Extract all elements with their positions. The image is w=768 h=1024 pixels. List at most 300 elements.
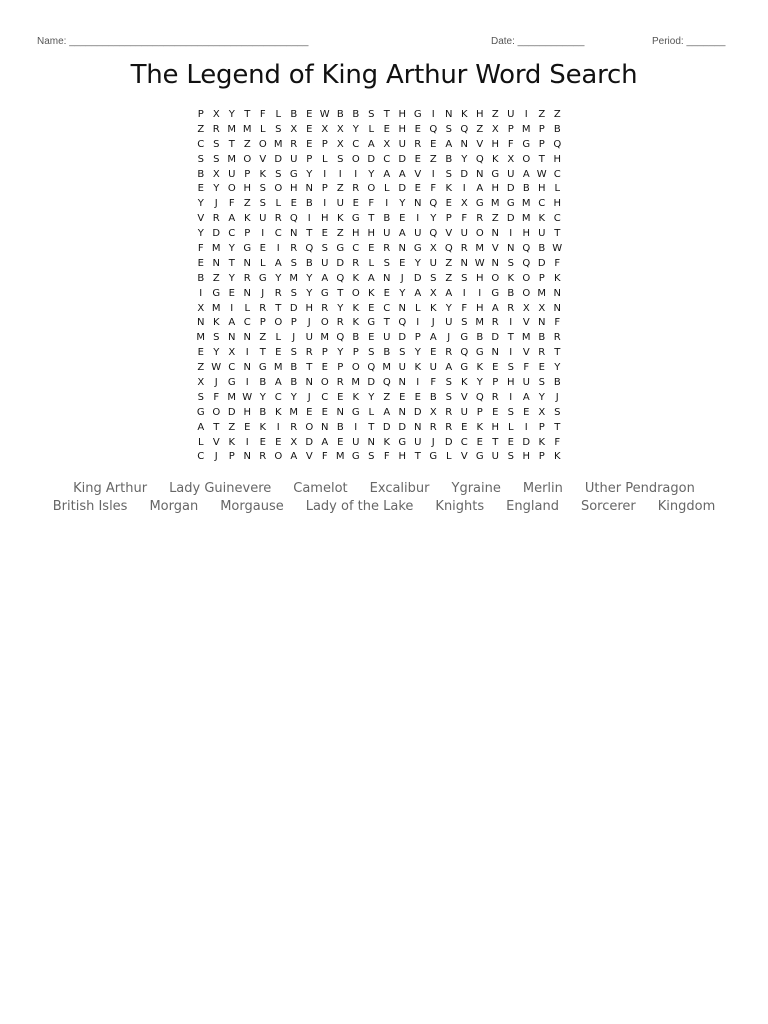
word-list-item: Uther Pendragon bbox=[584, 481, 695, 496]
grid-letter: Q bbox=[336, 332, 345, 344]
grid-letter: J bbox=[431, 436, 435, 448]
grid-letter: O bbox=[320, 317, 329, 329]
grid-letter: G bbox=[398, 436, 407, 448]
grid-letter: L bbox=[275, 198, 282, 210]
grid-letter: S bbox=[507, 257, 514, 269]
grid-letter: L bbox=[414, 302, 421, 314]
word-list-item: Knights bbox=[435, 499, 485, 514]
grid-letter: E bbox=[244, 421, 251, 433]
grid-letter: E bbox=[383, 287, 390, 299]
grid-letter: L bbox=[259, 257, 266, 269]
grid-letter: G bbox=[243, 243, 252, 255]
grid-letter: L bbox=[383, 183, 390, 195]
grid-letter: L bbox=[197, 436, 204, 448]
grid-letter: R bbox=[290, 138, 298, 150]
grid-row bbox=[193, 227, 565, 242]
grid-letter: M bbox=[211, 302, 221, 314]
grid-letter: U bbox=[398, 138, 406, 150]
grid-letter: D bbox=[413, 272, 422, 284]
grid-letter: N bbox=[460, 138, 468, 150]
grid-letter: N bbox=[305, 183, 313, 195]
grid-letter: B bbox=[553, 377, 561, 389]
grid-letter: V bbox=[212, 436, 220, 448]
grid-letter: E bbox=[523, 406, 530, 418]
grid-letter: U bbox=[522, 377, 530, 389]
grid-letter: E bbox=[197, 183, 204, 195]
grid-letter: N bbox=[383, 272, 391, 284]
grid-letter: Y bbox=[352, 123, 359, 135]
grid-letter: U bbox=[321, 257, 329, 269]
grid-letter: Z bbox=[197, 362, 205, 374]
grid-letter: E bbox=[476, 436, 483, 448]
grid-letter: S bbox=[445, 377, 452, 389]
grid-letter: K bbox=[274, 406, 282, 418]
grid-letter: H bbox=[491, 421, 500, 433]
grid-letter: D bbox=[398, 153, 407, 165]
grid-letter: S bbox=[259, 183, 266, 195]
grid-letter: A bbox=[274, 377, 282, 389]
grid-letter: X bbox=[321, 123, 329, 135]
grid-letter: A bbox=[445, 287, 453, 299]
grid-letter: S bbox=[430, 272, 437, 284]
grid-letter: T bbox=[368, 421, 375, 433]
grid-letter: L bbox=[259, 123, 266, 135]
grid-letter: S bbox=[368, 451, 375, 463]
grid-letter: M bbox=[289, 406, 299, 418]
grid-letter: R bbox=[429, 421, 437, 433]
grid-letter: P bbox=[507, 123, 514, 135]
grid-letter: I bbox=[199, 287, 203, 299]
grid-letter: U bbox=[491, 451, 499, 463]
grid-letter: N bbox=[212, 257, 220, 269]
grid-letter: S bbox=[554, 406, 561, 418]
grid-letter: S bbox=[213, 153, 220, 165]
grid-letter: F bbox=[368, 198, 375, 210]
grid-letter: E bbox=[383, 123, 390, 135]
word-list-item: Sorcerer bbox=[580, 499, 636, 514]
grid-letter: I bbox=[323, 168, 327, 180]
grid-letter: M bbox=[475, 243, 485, 255]
grid-letter: J bbox=[307, 391, 311, 403]
grid-letter: X bbox=[507, 153, 515, 165]
grid-letter: C bbox=[274, 391, 282, 403]
grid-letter: Z bbox=[553, 109, 561, 120]
grid-letter: H bbox=[243, 183, 252, 195]
grid-letter: N bbox=[507, 243, 515, 255]
grid-letter: K bbox=[491, 153, 499, 165]
grid-letter: D bbox=[305, 436, 314, 448]
grid-letter: Y bbox=[306, 287, 313, 299]
grid-letter: P bbox=[321, 138, 328, 150]
word-list-item: Excalibur bbox=[369, 481, 430, 496]
grid-letter: D bbox=[398, 332, 407, 344]
grid-letter: R bbox=[476, 213, 484, 225]
grid-letter: O bbox=[351, 287, 360, 299]
grid-letter: P bbox=[244, 228, 251, 240]
grid-letter: M bbox=[242, 123, 252, 135]
grid-letter: I bbox=[307, 213, 311, 225]
grid-letter: M bbox=[273, 138, 283, 150]
grid-letter: G bbox=[258, 272, 267, 284]
grid-letter: K bbox=[259, 421, 267, 433]
grid-letter: Z bbox=[243, 198, 251, 210]
grid-letter: J bbox=[261, 287, 265, 299]
grid-letter: R bbox=[491, 317, 499, 329]
grid-letter: D bbox=[537, 257, 546, 269]
grid-letter: N bbox=[197, 317, 205, 329]
grid-letter: S bbox=[507, 406, 514, 418]
word-list-item: Morgan bbox=[149, 499, 199, 514]
grid-letter: X bbox=[460, 198, 468, 210]
grid-letter: K bbox=[352, 272, 360, 284]
grid-letter: R bbox=[445, 347, 453, 359]
grid-letter: E bbox=[306, 109, 313, 120]
grid-letter: Q bbox=[475, 153, 484, 165]
grid-letter: E bbox=[290, 198, 297, 210]
grid-letter: Z bbox=[383, 391, 391, 403]
grid-letter: K bbox=[476, 421, 484, 433]
grid-letter: M bbox=[521, 332, 531, 344]
grid-letter: N bbox=[398, 243, 406, 255]
grid-letter: E bbox=[368, 302, 375, 314]
grid-letter: M bbox=[227, 153, 237, 165]
grid-letter: A bbox=[522, 168, 530, 180]
grid-letter: V bbox=[460, 451, 468, 463]
grid-letter: P bbox=[321, 183, 328, 195]
grid-letter: U bbox=[538, 228, 546, 240]
grid-letter: I bbox=[509, 347, 513, 359]
grid-letter: X bbox=[212, 109, 220, 120]
grid-letter: R bbox=[274, 287, 282, 299]
grid-letter: E bbox=[414, 123, 421, 135]
grid-letter: K bbox=[460, 109, 468, 120]
grid-letter: Y bbox=[275, 272, 282, 284]
grid-letter: N bbox=[398, 377, 406, 389]
grid-letter: S bbox=[507, 362, 514, 374]
grid-letter: X bbox=[429, 243, 437, 255]
grid-letter: Y bbox=[399, 198, 406, 210]
grid-letter: M bbox=[490, 198, 500, 210]
grid-letter: E bbox=[368, 243, 375, 255]
period-field-label: Period: _______ bbox=[652, 36, 726, 47]
grid-letter: O bbox=[274, 451, 283, 463]
grid-letter: S bbox=[461, 272, 468, 284]
grid-row bbox=[193, 331, 565, 346]
grid-letter: G bbox=[258, 362, 267, 374]
grid-letter: Y bbox=[538, 391, 545, 403]
grid-letter: T bbox=[228, 138, 235, 150]
grid-letter: E bbox=[228, 287, 235, 299]
grid-letter: R bbox=[259, 451, 267, 463]
grid-letter: I bbox=[385, 198, 389, 210]
grid-letter: K bbox=[476, 362, 484, 374]
grid-letter: H bbox=[289, 183, 298, 195]
grid-letter: X bbox=[491, 123, 499, 135]
grid-letter: Y bbox=[213, 347, 220, 359]
grid-letter: P bbox=[259, 317, 266, 329]
grid-row bbox=[193, 212, 565, 227]
grid-letter: C bbox=[274, 228, 282, 240]
grid-letter: H bbox=[522, 451, 531, 463]
grid-letter: T bbox=[554, 228, 561, 240]
grid-letter: Z bbox=[336, 228, 344, 240]
grid-letter: A bbox=[398, 168, 406, 180]
grid-letter: I bbox=[524, 109, 528, 120]
grid-letter: M bbox=[211, 243, 221, 255]
grid-letter: Z bbox=[476, 123, 484, 135]
word-list-line bbox=[0, 480, 768, 498]
grid-letter: K bbox=[445, 183, 453, 195]
grid-letter: G bbox=[429, 451, 438, 463]
grid-letter: M bbox=[351, 377, 361, 389]
grid-letter: T bbox=[306, 362, 313, 374]
grid-letter: O bbox=[274, 317, 283, 329]
grid-letter: E bbox=[306, 138, 313, 150]
grid-letter: F bbox=[554, 436, 561, 448]
grid-letter: V bbox=[522, 317, 530, 329]
grid-letter: C bbox=[553, 168, 561, 180]
grid-letter: B bbox=[259, 406, 267, 418]
grid-letter: L bbox=[368, 123, 375, 135]
grid-letter: R bbox=[336, 317, 344, 329]
grid-letter: F bbox=[228, 198, 235, 210]
grid-letter: F bbox=[461, 302, 468, 314]
grid-letter: S bbox=[399, 347, 406, 359]
grid-letter: T bbox=[306, 228, 313, 240]
grid-letter: P bbox=[244, 168, 251, 180]
grid-letter: Q bbox=[444, 243, 453, 255]
grid-letter: Y bbox=[337, 347, 344, 359]
grid-letter: S bbox=[197, 153, 204, 165]
grid-letter: Y bbox=[414, 257, 421, 269]
grid-letter: P bbox=[538, 272, 545, 284]
grid-letter: R bbox=[507, 302, 515, 314]
grid-letter: H bbox=[475, 109, 484, 120]
grid-letter: Q bbox=[429, 198, 438, 210]
grid-letter: H bbox=[320, 213, 329, 225]
grid-row bbox=[193, 153, 565, 168]
grid-letter: A bbox=[197, 421, 205, 433]
grid-row bbox=[193, 391, 565, 406]
grid-letter: K bbox=[212, 317, 220, 329]
grid-letter: F bbox=[321, 451, 328, 463]
grid-row bbox=[193, 316, 565, 331]
grid-letter: Y bbox=[414, 347, 421, 359]
grid-letter: T bbox=[414, 451, 421, 463]
grid-letter: Q bbox=[460, 347, 469, 359]
grid-letter: K bbox=[336, 213, 344, 225]
grid-letter: C bbox=[228, 228, 236, 240]
grid-letter: I bbox=[509, 228, 513, 240]
grid-letter: G bbox=[506, 198, 515, 210]
grid-letter: W bbox=[552, 243, 563, 255]
grid-letter: Y bbox=[259, 391, 266, 403]
grid-letter: B bbox=[290, 377, 298, 389]
grid-letter: K bbox=[383, 436, 391, 448]
grid-letter: O bbox=[522, 153, 531, 165]
grid-letter: P bbox=[445, 213, 452, 225]
grid-letter: H bbox=[553, 153, 562, 165]
grid-letter: Y bbox=[228, 272, 235, 284]
grid-letter: U bbox=[460, 406, 468, 418]
grid-letter: Y bbox=[228, 109, 235, 120]
grid-letter: Y bbox=[554, 362, 561, 374]
grid-letter: A bbox=[367, 138, 375, 150]
grid-letter: E bbox=[414, 183, 421, 195]
grid-letter: I bbox=[462, 287, 466, 299]
page-title: The Legend of King Arthur Word Search bbox=[130, 60, 638, 90]
grid-letter: K bbox=[553, 272, 561, 284]
grid-letter: U bbox=[352, 436, 360, 448]
grid-letter: M bbox=[227, 391, 237, 403]
grid-letter: Q bbox=[522, 243, 531, 255]
grid-letter: Q bbox=[289, 213, 298, 225]
grid-letter: Q bbox=[475, 391, 484, 403]
grid-letter: G bbox=[460, 332, 469, 344]
grid-letter: S bbox=[197, 391, 204, 403]
grid-letter: P bbox=[321, 347, 328, 359]
grid-letter: B bbox=[522, 183, 530, 195]
grid-letter: J bbox=[307, 317, 311, 329]
grid-letter: G bbox=[413, 243, 422, 255]
grid-letter: V bbox=[305, 451, 313, 463]
grid-letter: O bbox=[258, 138, 267, 150]
grid-letter: D bbox=[398, 183, 407, 195]
grid-letter: T bbox=[259, 347, 266, 359]
grid-letter: T bbox=[383, 109, 390, 120]
grid-letter: E bbox=[197, 347, 204, 359]
grid-letter: U bbox=[398, 362, 406, 374]
grid-letter: A bbox=[491, 302, 499, 314]
grid-row bbox=[193, 257, 565, 272]
grid-letter: G bbox=[212, 287, 221, 299]
grid-letter: T bbox=[213, 421, 220, 433]
grid-letter: G bbox=[289, 168, 298, 180]
grid-letter: B bbox=[290, 109, 298, 120]
grid-letter: E bbox=[414, 391, 421, 403]
grid-letter: L bbox=[244, 302, 251, 314]
grid-letter: J bbox=[447, 332, 451, 344]
grid-letter: X bbox=[383, 138, 391, 150]
grid-letter: X bbox=[336, 123, 344, 135]
grid-letter: H bbox=[243, 406, 252, 418]
grid-letter: J bbox=[400, 272, 404, 284]
grid-letter: V bbox=[445, 228, 453, 240]
grid-letter: B bbox=[352, 109, 360, 120]
grid-letter: E bbox=[492, 362, 499, 374]
grid-letter: E bbox=[321, 362, 328, 374]
grid-letter: S bbox=[213, 138, 220, 150]
grid-letter: S bbox=[445, 168, 452, 180]
grid-letter: I bbox=[509, 391, 513, 403]
grid-letter: F bbox=[554, 317, 561, 329]
grid-letter: R bbox=[491, 391, 499, 403]
grid-letter: I bbox=[478, 287, 482, 299]
grid-letter: I bbox=[354, 421, 358, 433]
grid-letter: C bbox=[538, 198, 546, 210]
grid-letter: Y bbox=[430, 213, 437, 225]
grid-letter: H bbox=[398, 123, 407, 135]
grid-row bbox=[193, 376, 565, 391]
grid-letter: Z bbox=[259, 332, 267, 344]
grid-letter: G bbox=[351, 451, 360, 463]
grid-letter: T bbox=[538, 153, 545, 165]
grid-letter: Z bbox=[491, 213, 499, 225]
grid-letter: H bbox=[475, 272, 484, 284]
grid-letter: D bbox=[444, 436, 453, 448]
grid-letter: N bbox=[491, 347, 499, 359]
grid-letter: J bbox=[431, 317, 435, 329]
grid-letter: R bbox=[383, 243, 391, 255]
grid-letter: R bbox=[243, 272, 251, 284]
grid-letter: X bbox=[538, 406, 546, 418]
grid-letter: O bbox=[227, 183, 236, 195]
grid-letter: X bbox=[197, 302, 205, 314]
grid-letter: X bbox=[429, 287, 437, 299]
grid-letter: B bbox=[476, 332, 484, 344]
grid-letter: H bbox=[491, 183, 500, 195]
grid-letter: A bbox=[367, 272, 375, 284]
grid-letter: H bbox=[351, 228, 360, 240]
grid-letter: R bbox=[290, 421, 298, 433]
grid-letter: M bbox=[196, 332, 206, 344]
grid-letter: R bbox=[445, 421, 453, 433]
grid-letter: F bbox=[259, 109, 266, 120]
grid-letter: P bbox=[306, 153, 313, 165]
grid-letter: G bbox=[320, 287, 329, 299]
grid-letter: Y bbox=[461, 153, 468, 165]
grid-letter: B bbox=[336, 109, 344, 120]
grid-letter: O bbox=[305, 421, 314, 433]
grid-letter: R bbox=[553, 332, 561, 344]
word-list-item: England bbox=[506, 499, 559, 514]
grid-letter: U bbox=[305, 332, 313, 344]
grid-letter: Y bbox=[445, 302, 452, 314]
grid-letter: P bbox=[492, 377, 499, 389]
grid-letter: U bbox=[290, 153, 298, 165]
grid-letter: P bbox=[337, 362, 344, 374]
grid-letter: E bbox=[399, 391, 406, 403]
word-list-item: Morgause bbox=[220, 499, 284, 514]
grid-letter: O bbox=[320, 377, 329, 389]
grid-letter: K bbox=[429, 302, 437, 314]
grid-letter: Z bbox=[336, 183, 344, 195]
grid-letter: G bbox=[227, 377, 236, 389]
grid-letter: M bbox=[227, 123, 237, 135]
grid-letter: Y bbox=[306, 272, 313, 284]
grid-letter: O bbox=[522, 287, 531, 299]
grid-letter: S bbox=[275, 123, 282, 135]
grid-letter: S bbox=[445, 391, 452, 403]
grid-letter: U bbox=[383, 332, 391, 344]
grid-letter: D bbox=[367, 377, 376, 389]
grid-letter: Z bbox=[445, 257, 453, 269]
grid-letter: Q bbox=[305, 243, 314, 255]
grid-letter: E bbox=[259, 436, 266, 448]
grid-letter: Q bbox=[429, 123, 438, 135]
grid-letter: X bbox=[290, 123, 298, 135]
grid-letter: E bbox=[461, 421, 468, 433]
grid-letter: S bbox=[445, 123, 452, 135]
grid-letter: P bbox=[538, 138, 545, 150]
grid-letter: D bbox=[491, 332, 500, 344]
grid-letter: F bbox=[197, 243, 204, 255]
grid-letter: Q bbox=[522, 257, 531, 269]
grid-letter: Z bbox=[445, 272, 453, 284]
grid-letter: N bbox=[538, 317, 546, 329]
grid-letter: B bbox=[305, 257, 313, 269]
grid-letter: O bbox=[475, 228, 484, 240]
